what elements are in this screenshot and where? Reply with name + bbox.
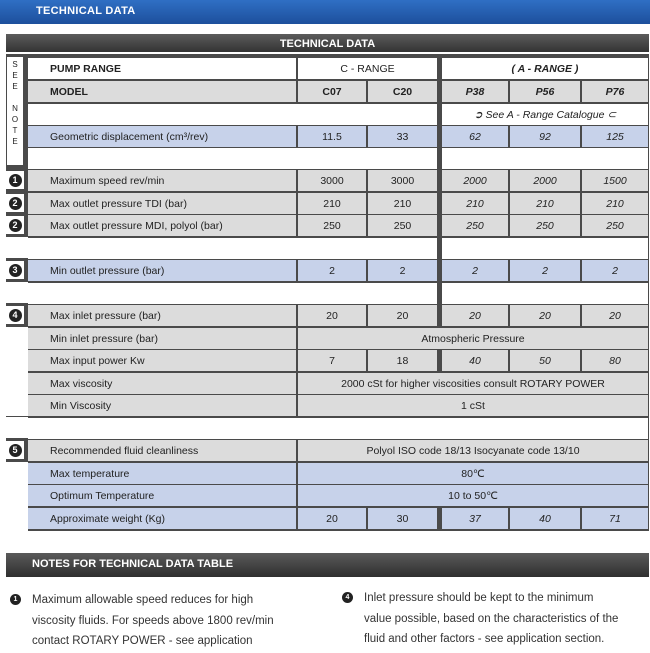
header-title: TECHNICAL DATA	[36, 5, 136, 17]
row-label: Max input power Kw	[28, 350, 296, 371]
value-cell: 18	[368, 350, 437, 371]
note-line: Inlet pressure should be kept to the minimum	[364, 592, 594, 604]
row-label: Max temperature	[28, 463, 296, 484]
model-cell: C20	[368, 81, 437, 102]
table-row-opt-temp	[28, 485, 648, 506]
see-note-letter: E	[12, 137, 18, 146]
table-row-min-viscosity	[28, 395, 648, 416]
value-cell: 92	[510, 126, 580, 147]
value-cell: 37	[442, 508, 508, 529]
note-line: contact ROTARY POWER - see application	[32, 635, 253, 647]
note-badge-2	[6, 216, 24, 234]
value-cell: 3000	[368, 170, 437, 191]
blank-cell	[28, 283, 437, 304]
table-row-spacer	[28, 418, 648, 439]
row-gap	[6, 282, 28, 303]
note-1-icon: 1	[10, 594, 21, 605]
note-4-icon: 4	[9, 309, 22, 322]
notes-title: NOTES FOR TECHNICAL DATA TABLE	[32, 558, 234, 570]
value-cell: 30	[368, 508, 437, 529]
table-title-bar	[6, 34, 649, 54]
value-cell: 20	[442, 305, 508, 326]
value-cell: 250	[582, 215, 648, 236]
blank-cell	[442, 238, 648, 259]
value-cell: 80	[582, 350, 648, 371]
row-label: Geometric displacement (cm³/rev)	[28, 126, 296, 147]
note-badge-2	[6, 194, 24, 212]
see-note-letter: T	[12, 126, 18, 135]
value-cell: 250	[442, 215, 508, 236]
row-label: Max outlet pressure TDI (bar)	[28, 193, 296, 214]
note-4	[345, 588, 650, 650]
a-range-catalogue-link[interactable]: ➲ See A - Range Catalogue ⊂	[442, 104, 648, 125]
row-label: Min inlet pressure (bar)	[28, 328, 296, 349]
model-cell: C07	[298, 81, 366, 102]
table-row-min-outlet	[28, 260, 648, 281]
table-title: TECHNICAL DATA	[279, 38, 376, 50]
value-cell: 3000	[298, 170, 366, 191]
value-cell: Atmospheric Pressure	[298, 328, 648, 349]
value-cell: 2	[368, 260, 437, 281]
pump-range-label: PUMP RANGE	[28, 58, 296, 79]
row-label: Max inlet pressure (bar)	[28, 305, 296, 326]
value-cell: 2	[510, 260, 580, 281]
note-badge-5	[6, 441, 24, 459]
blank-cell	[28, 148, 437, 169]
value-cell: 2000	[510, 170, 580, 191]
table-row-weight	[28, 508, 648, 529]
row-label: Max outlet pressure MDI, polyol (bar)	[28, 215, 296, 236]
note-line: fluid and other factors - see application section.	[364, 633, 605, 645]
value-cell: 2	[298, 260, 366, 281]
value-cell: 210	[510, 193, 580, 214]
value-cell: 2000 cSt for higher viscosities consult ROTARY POWER	[298, 373, 648, 394]
note-1-icon: 1	[9, 174, 22, 187]
see-note-letter: S	[12, 60, 18, 69]
table-row-min-inlet	[28, 328, 648, 349]
see-note-letter	[7, 92, 23, 103]
value-cell: 40	[442, 350, 508, 371]
side-gap	[6, 462, 28, 531]
blank-cell	[28, 104, 437, 125]
value-cell: 250	[510, 215, 580, 236]
c-range-header: C - RANGE	[298, 58, 437, 79]
value-cell: 125	[582, 126, 648, 147]
note-line: value possible, based on the characteristics of the	[364, 612, 619, 625]
row-gap	[6, 237, 28, 258]
top-header-bar	[0, 0, 650, 24]
side-gap	[6, 327, 28, 416]
row-label: Min Viscosity	[28, 395, 296, 416]
blank-cell	[28, 238, 437, 259]
model-cell: P56	[510, 81, 580, 102]
value-cell: 2	[582, 260, 648, 281]
note-2-icon: 2	[9, 219, 22, 232]
value-cell: 250	[298, 215, 366, 236]
value-cell: 210	[368, 193, 437, 214]
table-row-mdi	[28, 215, 648, 236]
value-cell: 7	[298, 350, 366, 371]
row-label: Recommended fluid cleanliness	[28, 440, 296, 461]
value-cell: 10 to 50℃	[298, 485, 648, 506]
row-label: Max viscosity	[28, 373, 296, 394]
value-cell: 210	[298, 193, 366, 214]
model-cell: P76	[582, 81, 648, 102]
value-cell: 71	[582, 508, 648, 529]
table-row-spacer	[28, 148, 648, 169]
note-line: viscosity fluids. For speeds above 1800 rev/min	[32, 614, 274, 627]
note-badge-3	[6, 261, 24, 279]
see-note-column	[6, 56, 24, 166]
table-row-max-inlet	[28, 305, 648, 326]
value-cell: 40	[510, 508, 580, 529]
table-row-max-power	[28, 350, 648, 371]
see-note-letter: E	[12, 82, 18, 91]
value-cell: 20	[510, 305, 580, 326]
table-row-cleanliness	[28, 440, 648, 461]
table-row-geometric	[28, 126, 648, 147]
table-row-spacer	[28, 238, 648, 259]
value-cell: 210	[582, 193, 648, 214]
value-cell: 80℃	[298, 463, 648, 484]
note-1	[13, 590, 322, 652]
row-label: Maximum speed rev/min	[28, 170, 296, 191]
table-row-model	[28, 81, 648, 102]
note-badge-1	[6, 171, 24, 189]
table-row-catalogue	[28, 104, 648, 125]
note-2-icon: 2	[9, 197, 22, 210]
blank-cell	[442, 148, 648, 169]
note-line: Maximum allowable speed reduces for high	[32, 594, 254, 606]
notes-header-bar	[6, 553, 649, 577]
note-badge-4	[6, 306, 24, 324]
row-label: Approximate weight (Kg)	[28, 508, 296, 529]
model-cell: P38	[442, 81, 508, 102]
value-cell: 20	[298, 508, 366, 529]
value-cell: 50	[510, 350, 580, 371]
value-cell: 20	[298, 305, 366, 326]
note-4-icon: 4	[342, 592, 353, 603]
table-row-max-viscosity	[28, 373, 648, 394]
a-range-header: ( A - RANGE )	[442, 58, 648, 79]
value-cell: Polyol ISO code 18/13 Isocyanate code 13/10	[298, 440, 648, 461]
see-note-letter: N	[12, 104, 18, 113]
row-gap	[6, 417, 28, 438]
row-label: Min outlet pressure (bar)	[28, 260, 296, 281]
value-cell: 1 cSt	[298, 395, 648, 416]
note-3-icon: 3	[9, 264, 22, 277]
value-cell: 62	[442, 126, 508, 147]
value-cell: 33	[368, 126, 437, 147]
value-cell: 2	[442, 260, 508, 281]
row-label: Optimum Temperature	[28, 485, 296, 506]
table-row-max-temp	[28, 463, 648, 484]
value-cell: 210	[442, 193, 508, 214]
see-note-letter: E	[12, 71, 18, 80]
table-row-spacer	[28, 283, 648, 304]
value-cell: 250	[368, 215, 437, 236]
value-cell: 11.5	[298, 126, 366, 147]
value-cell: 1500	[582, 170, 648, 191]
table-row-pump-range	[28, 58, 648, 79]
model-label: MODEL	[28, 81, 296, 102]
note-5-icon: 5	[9, 444, 22, 457]
value-cell: 20	[582, 305, 648, 326]
blank-cell	[28, 418, 648, 439]
blank-cell	[442, 283, 648, 304]
table-row-tdi	[28, 193, 648, 214]
table-row-max-speed	[28, 170, 648, 191]
value-cell: 2000	[442, 170, 508, 191]
value-cell: 20	[368, 305, 437, 326]
see-note-letter: O	[11, 115, 19, 124]
